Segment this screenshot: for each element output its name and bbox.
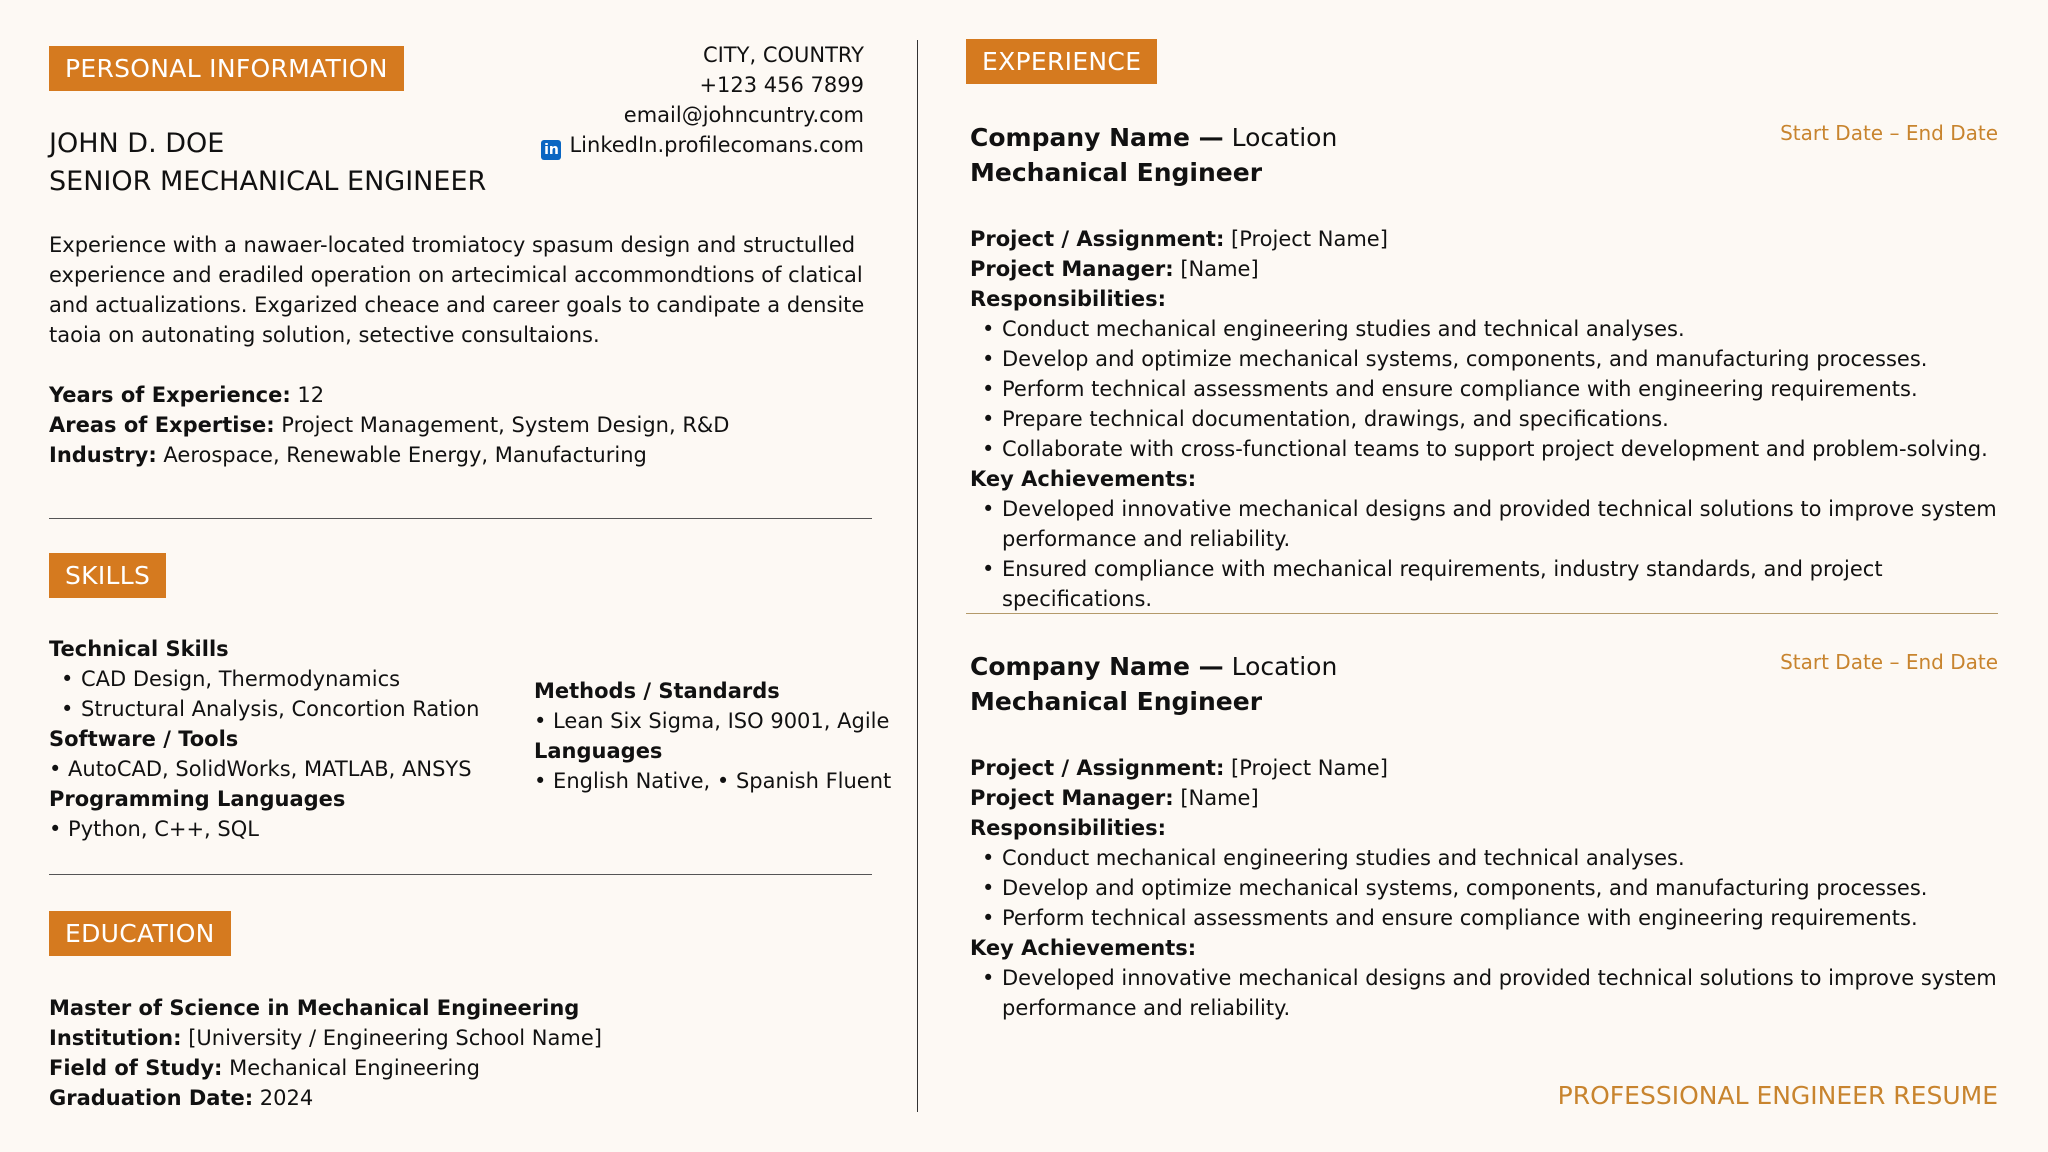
- linkedin-icon: in: [541, 140, 561, 160]
- languages-items: • English Native, • Spanish Fluent: [534, 769, 892, 793]
- skills-header: SKILLS: [49, 553, 166, 598]
- list-item: • Perform technical assessments and ensure compliance with engineering requirements.: [970, 903, 1998, 933]
- achievement-line-cont: performance and reliability.: [1002, 996, 1291, 1020]
- project-value: [Project Name]: [1224, 756, 1388, 780]
- project-label: Project / Assignment:: [970, 756, 1225, 780]
- company-name: Company Name —: [970, 652, 1224, 681]
- software-heading: Software / Tools: [49, 727, 239, 751]
- list-item: • Structural Analysis, Concortion Ration: [49, 694, 479, 724]
- summary-line: experience and eradiled operation on artecimical accommondtions of clatical: [49, 263, 863, 287]
- list-item: • CAD Design, Thermodynamics: [49, 664, 479, 694]
- job-role: Mechanical Engineer: [970, 687, 1263, 716]
- project-assignment: [970, 753, 1998, 783]
- experience-header: EXPERIENCE: [966, 39, 1157, 84]
- grad-label: Graduation Date:: [49, 1086, 254, 1110]
- summary-line: and actualizations. Exgarized cheace and career goals to candipate a densite: [49, 293, 865, 317]
- responsibilities-list: [970, 314, 1998, 464]
- contact-phone[interactable]: +123 456 7899: [699, 73, 864, 97]
- achievements-list: [970, 963, 1998, 1023]
- summary-line: taoia on autonating solution, setective consultaions.: [49, 323, 600, 347]
- fact-industry: [49, 440, 729, 470]
- fact-value: Project Management, System Design, R&D: [274, 413, 730, 437]
- linkedin-url[interactable]: LinkedIn.profilecomans.com: [569, 133, 864, 157]
- footer-title: PROFESSIONAL ENGINEER RESUME: [1557, 1081, 1998, 1110]
- methods-items: • Lean Six Sigma, ISO 9001, Agile: [534, 709, 890, 733]
- manager-label: Project Manager:: [970, 786, 1174, 810]
- technical-skills-list: [49, 664, 479, 724]
- column-divider: [917, 40, 918, 1112]
- field-label: Field of Study:: [49, 1056, 223, 1080]
- project-label: Project / Assignment:: [970, 227, 1225, 251]
- list-item: [970, 494, 1998, 554]
- contact-location: CITY, COUNTRY: [702, 43, 864, 67]
- project-manager: [970, 254, 1998, 284]
- contact-block: [541, 40, 864, 160]
- company-name: Company Name —: [970, 123, 1224, 152]
- education-block: [49, 993, 602, 1113]
- responsibilities-list: [970, 843, 1998, 933]
- institution-value: [University / Engineering School Name]: [181, 1026, 602, 1050]
- list-item: • Develop and optimize mechanical systems, components, and manufacturing processes.: [970, 344, 1998, 374]
- personal-facts: [49, 380, 729, 470]
- candidate-name: JOHN D. DOE: [49, 128, 225, 159]
- skills-right: [534, 676, 891, 796]
- achievement-line-cont: performance and reliability.: [1002, 527, 1291, 551]
- personal-information-header: PERSONAL INFORMATION: [49, 46, 404, 91]
- programming-heading: Programming Languages: [49, 787, 346, 811]
- job-1-details: [970, 224, 1998, 614]
- list-item: • Collaborate with cross-functional teams to support project development and problem-solving.: [970, 434, 1998, 464]
- list-item: [970, 963, 1998, 1023]
- responsibilities-heading: Responsibilities:: [970, 816, 1167, 840]
- grad-value: 2024: [253, 1086, 314, 1110]
- education-header: EDUCATION: [49, 911, 231, 956]
- graduation-date: [49, 1083, 602, 1113]
- job-company: [970, 120, 1337, 155]
- company-location: Location: [1223, 652, 1338, 681]
- contact-email[interactable]: email@johncuntry.com: [623, 103, 864, 127]
- list-item: • Conduct mechanical engineering studies and technical analyses.: [970, 314, 1998, 344]
- job-2-dates: Start Date – End Date: [1780, 650, 1998, 674]
- project-assignment: [970, 224, 1998, 254]
- manager-value: [Name]: [1173, 786, 1259, 810]
- manager-label: Project Manager:: [970, 257, 1174, 281]
- programming-items: • Python, C++, SQL: [49, 817, 259, 841]
- job-1-heading: [970, 120, 1337, 190]
- summary-line: Experience with a nawaer-located tromiatocy spasum design and structulled: [49, 233, 856, 257]
- skills-left: [49, 634, 479, 844]
- responsibilities-heading: Responsibilities:: [970, 287, 1167, 311]
- divider: [966, 613, 1998, 614]
- achievement-line: Developed innovative mechanical designs and provided technical solutions to improve system: [1002, 497, 1997, 521]
- institution-label: Institution:: [49, 1026, 182, 1050]
- list-item: • Perform technical assessments and ensure compliance with engineering requirements.: [970, 374, 1998, 404]
- fact-label: Years of Experience:: [49, 383, 291, 407]
- technical-skills-heading: Technical Skills: [49, 637, 229, 661]
- list-item: • Conduct mechanical engineering studies and technical analyses.: [970, 843, 1998, 873]
- achievements-heading: Key Achievements:: [970, 936, 1197, 960]
- achievements-heading: Key Achievements:: [970, 467, 1197, 491]
- achievements-list: [970, 494, 1998, 614]
- divider: [49, 874, 872, 875]
- project-manager: [970, 783, 1998, 813]
- fact-label: Areas of Expertise:: [49, 413, 275, 437]
- divider: [49, 518, 872, 519]
- methods-heading: Methods / Standards: [534, 679, 780, 703]
- job-role: Mechanical Engineer: [970, 158, 1263, 187]
- company-location: Location: [1223, 123, 1338, 152]
- project-value: [Project Name]: [1224, 227, 1388, 251]
- fact-years: [49, 380, 729, 410]
- contact-linkedin[interactable]: [541, 130, 864, 160]
- list-item: • Develop and optimize mechanical systems, components, and manufacturing processes.: [970, 873, 1998, 903]
- institution: [49, 1023, 602, 1053]
- degree: Master of Science in Mechanical Engineering: [49, 996, 580, 1020]
- field-value: Mechanical Engineering: [222, 1056, 480, 1080]
- fact-value: Aerospace, Renewable Energy, Manufacturing: [156, 443, 647, 467]
- field-of-study: [49, 1053, 602, 1083]
- candidate-title: SENIOR MECHANICAL ENGINEER: [49, 166, 487, 197]
- software-items: • AutoCAD, SolidWorks, MATLAB, ANSYS: [49, 757, 472, 781]
- summary-paragraph: [49, 230, 864, 350]
- fact-value: 12: [290, 383, 325, 407]
- job-company: [970, 649, 1337, 684]
- achievement-line: Developed innovative mechanical designs and provided technical solutions to improve system: [1002, 966, 1997, 990]
- manager-value: [Name]: [1173, 257, 1259, 281]
- fact-expertise: [49, 410, 729, 440]
- job-2-details: [970, 753, 1998, 1023]
- job-1-dates: Start Date – End Date: [1780, 121, 1998, 145]
- languages-heading: Languages: [534, 739, 663, 763]
- job-2-heading: [970, 649, 1337, 719]
- fact-label: Industry:: [49, 443, 157, 467]
- list-item: • Ensured compliance with mechanical requirements, industry standards, and project specifications.: [970, 554, 1998, 614]
- list-item: • Prepare technical documentation, drawings, and specifications.: [970, 404, 1998, 434]
